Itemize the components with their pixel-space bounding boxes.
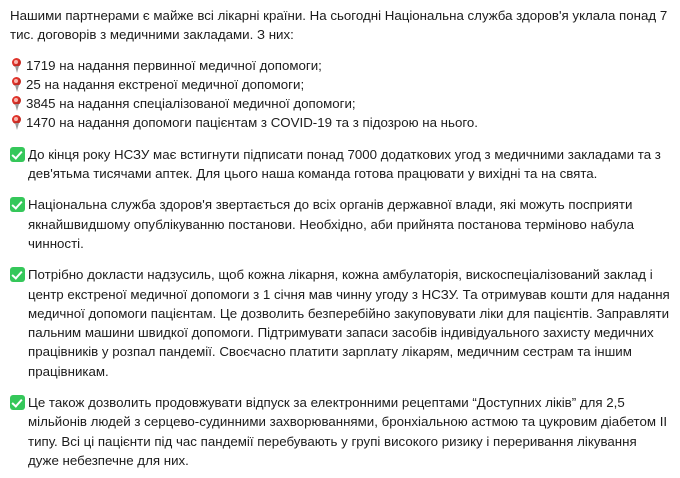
list-item: [10, 75, 670, 94]
list-item: [10, 113, 670, 132]
list-item: [10, 393, 670, 470]
list-item-label: До кінця року НСЗУ має встигнути підписати понад 7000 додаткових угод з медичними закладами та з дев'ятьма тисячами аптек. Для цього наша команда готова працювати у вихідні та на свята.: [28, 146, 661, 182]
check-paragraph: [10, 195, 670, 253]
pushpin-icon: [10, 58, 24, 73]
list-item: [10, 56, 670, 75]
pin-list: [10, 56, 670, 133]
list-item-label: 3845 на надання спеціалізованої медичної допомоги;: [26, 96, 356, 112]
pushpin-icon: [10, 96, 24, 111]
pushpin-icon: [10, 115, 24, 130]
list-item-label: 1470 на надання допомоги пацієнтам з COVID-19 та з підозрою на нього.: [26, 115, 478, 131]
list-item-label: Це також дозволить продовжувати відпуск за електронними рецептами “Доступних ліків” для 2,5 мільйонів людей з серцево-судинними захворюваннями, бронхіальною астмою та цукровим діабетом II типу. Всі ці пацієнти під час пандемії перебувають у групі високого ризику і переривання лікування дуже небезпечне для них.: [28, 395, 668, 468]
list-item: [10, 265, 670, 381]
check-paragraph: [10, 145, 670, 184]
white-check-mark-icon: [10, 197, 25, 212]
intro-paragraph: Нашими партнерами є майже всі лікарні країни. На сьогодні Національна служба здоров'я уклала понад 7 тис. договорів з медичними закладами. З них:: [10, 8, 668, 43]
pushpin-icon: [10, 77, 24, 92]
list-item-label: 25 на надання екстреної медичної допомоги;: [26, 76, 305, 92]
list-item-label: 1719 на надання первинної медичної допомоги;: [26, 57, 322, 73]
white-check-mark-icon: [10, 267, 25, 282]
list-item: [10, 94, 670, 113]
white-check-mark-icon: [10, 147, 25, 162]
white-check-mark-icon: [10, 395, 25, 410]
check-paragraph: [10, 265, 670, 381]
list-item: [10, 195, 670, 253]
list-item-label: Національна служба здоров'я звертається до всіх органів державної влади, які можуть посприяти якнайшвидшому опублікуванню постанови. Необхідно, аби прийнята постанова терміново набула чинності.: [28, 197, 635, 251]
check-paragraph: [10, 393, 670, 470]
list-item: [10, 145, 670, 184]
list-item-label: Потрібно докласти надзусиль, щоб кожна лікарня, кожна амбулаторія, вискоспеціалізований заклад і центр екстреної медичної допомоги з 1 січня мав чинну угоду з НСЗУ. Та отримував кошти для надання медичної допомоги пацієнтам. Це дозволить безперебійно закуповувати ліки для пацієнтів. Заправляти пальним машини швидкої допомоги. Підтримувати запаси засобів індивідуального захисту медичних працівників у розпал пандемії. Своєчасно платити зарплату лікарям, медичним сестрам та іншим працівникам.: [28, 267, 670, 379]
